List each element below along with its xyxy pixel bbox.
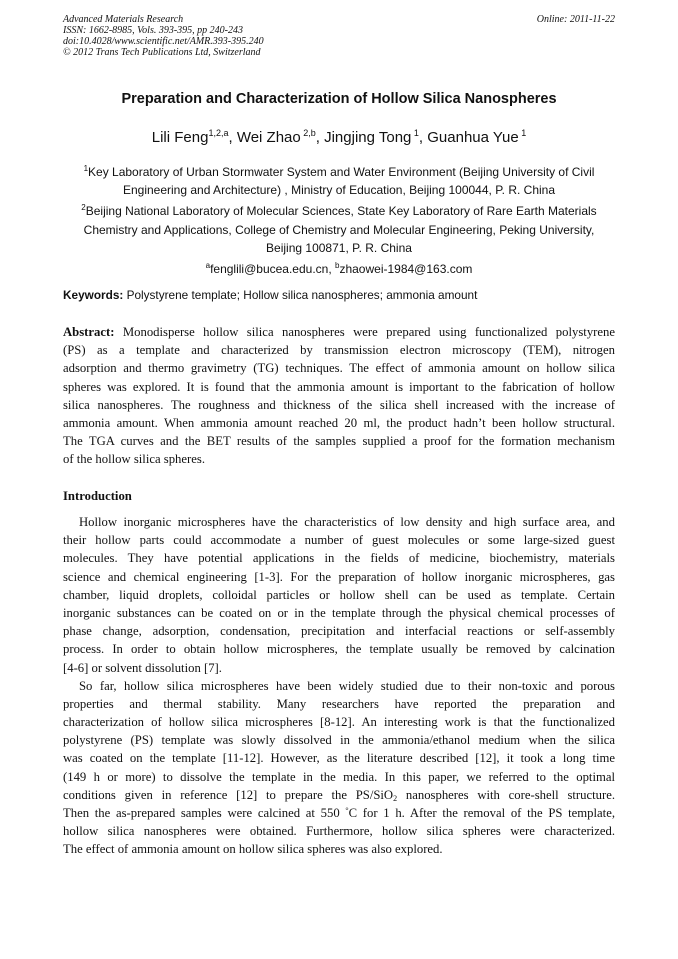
keywords-label: Keywords: [63,288,124,302]
abstract-line: The TGA curves and the BET results of the samples supplied a proof for the formation mechanism [63,434,615,449]
paragraph-line: their hollow parts could accommodate a number of guest molecules or some large-sized guest [63,533,615,548]
affiliation-2-line: Chemistry and Applications, College of Chemistry and Molecular Engineering, Peking University, [83,222,595,237]
paragraph-line: The effect of ammonia amount on hollow silica spheres was also explored. [63,842,443,857]
email-address[interactable]: fenglili@bucea.edu.cn, [210,262,335,277]
author-separator: , [315,129,325,146]
paragraph-line [63,804,615,822]
author-name: Guanhua Yue [427,129,519,146]
abstract-line: ammonia amount. When ammonia amount reached 20 ml, the product hadn’t been hollow structural. [63,415,615,430]
paper-title: Preparation and Characterization of Hollow Silica Nanospheres [121,91,557,107]
paragraph-line: process. In order to obtain hollow microspheres, the template usually be removed by calcination [63,642,615,657]
author-affil-sup: 2,b [300,128,316,138]
paragraph-line: hollow silica nanospheres were obtained. Furthermore, hollow silica spheres were characterized. [63,824,615,839]
author-affil-sup: 1,2,a [208,128,229,138]
affiliation-2-line: Beijing 100871, P. R. China [266,240,412,255]
text-fragment: C for 1 h. After the removal of the PS template, [348,806,615,820]
author-separator: , [228,129,237,146]
affiliation-sup: 2 [81,203,86,213]
abstract-label: Abstract: [63,325,115,339]
email-sup: b [335,261,340,271]
text-fragment: Then the as-prepared samples were calcined at 550 [63,806,346,820]
affiliation-1-line: Engineering and Architecture) , Ministry of Education, Beijing 100044, P. R. China [122,183,556,198]
text-fragment: conditions given in reference [12] to prepare the PS/SiO [63,787,394,802]
copyright-line: © 2012 Trans Tech Publications Ltd, Switzerland [63,47,261,58]
paragraph-line: properties and thermal stability. Many researchers have reported the preparation and [63,696,615,711]
text-fragment: nanospheres with core-shell structure. [397,787,615,802]
paragraph-line [63,786,615,804]
paragraph-line: science and chemical engineering [1-3]. For the preparation of hollow inorganic microspheres, gas [63,569,615,584]
keywords-text: Polystyrene template; Hollow silica nanospheres; ammonia amount [123,288,478,302]
paragraph-line: was coated on the template [11-12]. However, as the literature described [12], it took a long time [63,751,615,766]
subscript: 2 [393,793,398,803]
degree-superscript: ° [345,806,349,815]
affiliation-2-line [63,199,615,220]
abstract-line: of the hollow silica spheres. [63,452,205,467]
abstract-line: spheres was explored. It is found that the ammonia amount is important to the fabrication of hollow [63,379,615,394]
issn-line: ISSN: 1662-8985, Vols. 393-395, pp 240-243 [63,25,243,36]
paragraph-line: phase change, adsorption, condensation, precipitation and interfacial reactions or self-assembly [63,624,615,639]
email-line [63,257,615,278]
affiliation-sup: 1 [83,164,89,173]
abstract-text: Monodisperse hollow silica nanospheres were prepared using functionalized polystyrene [114,325,615,339]
introduction-body [63,513,615,859]
paragraph-line: So far, hollow silica microspheres have been widely studied due to their non-toxic and porous [79,678,615,693]
paragraph-line: [4-6] or solvent dissolution [7]. [63,660,222,675]
author-list [0,128,678,146]
paragraph-line: Hollow inorganic microspheres have the characteristics of low density and high surface area, and [79,515,615,529]
author-separator: , [418,129,428,146]
affiliations [63,160,615,278]
author-name: Lili Feng [151,129,209,146]
section-heading-introduction: Introduction [63,489,132,503]
author-name: Jingjing Tong [324,129,412,146]
journal-name: Advanced Materials Research [63,14,184,25]
paragraph-line: molecules. They have potential applications in the fields of medicine, biochemistry, materials [63,551,615,566]
paragraph-line: inorganic substances can be coated on or in the template through the physical chemical processes of [63,605,615,620]
online-date: Online: 2011-11-22 [536,14,615,25]
email-address[interactable]: zhaowei-1984@163.com [339,262,473,277]
author-affil-sup: 1 [411,128,419,138]
abstract-line [63,323,615,341]
journal-header [63,14,615,58]
abstract-line: adsorption and thermo gravimetry (TG) techniques. The effect of ammonia amount on hollow silica [63,361,615,376]
paragraph-line: chamber, liquid droplets, colloidal particles or hollow shell can be used as template. Certain [63,587,615,602]
affiliation-text: Key Laboratory of Urban Stormwater System and Water Environment (Beijing University of Civil [88,165,595,179]
paragraph-line: polystyrene (PS) template was slowly dissolved in the ammonia/ethanol medium when the silica [63,733,615,748]
affiliation-text: Beijing National Laboratory of Molecular Sciences, State Key Laboratory of Rare Earth Materials [85,204,597,219]
abstract-line: (PS) as a template and characterized by transmission electron microscopy (TEM), nitrogen [63,343,615,358]
paragraph-line: characterization of hollow silica microspheres [8-12]. An interesting work is that the functionalized [63,715,615,730]
affiliation-1-line [63,160,615,181]
author-name: Wei Zhao [236,129,301,146]
abstract-line: silica nanospheres. The roughness and thickness of the silica shell increased with the increase of [63,397,615,412]
doi-line: doi:10.4028/www.scientific.net/AMR.393-395.240 [63,36,264,47]
paragraph-line: (149 h or more) to dissolve the template in the media. In this paper, we referred to the optimal [63,769,615,784]
abstract [63,323,615,469]
keywords [63,288,615,302]
author-affil-sup: 1 [518,128,527,138]
email-sup: a [205,261,211,271]
